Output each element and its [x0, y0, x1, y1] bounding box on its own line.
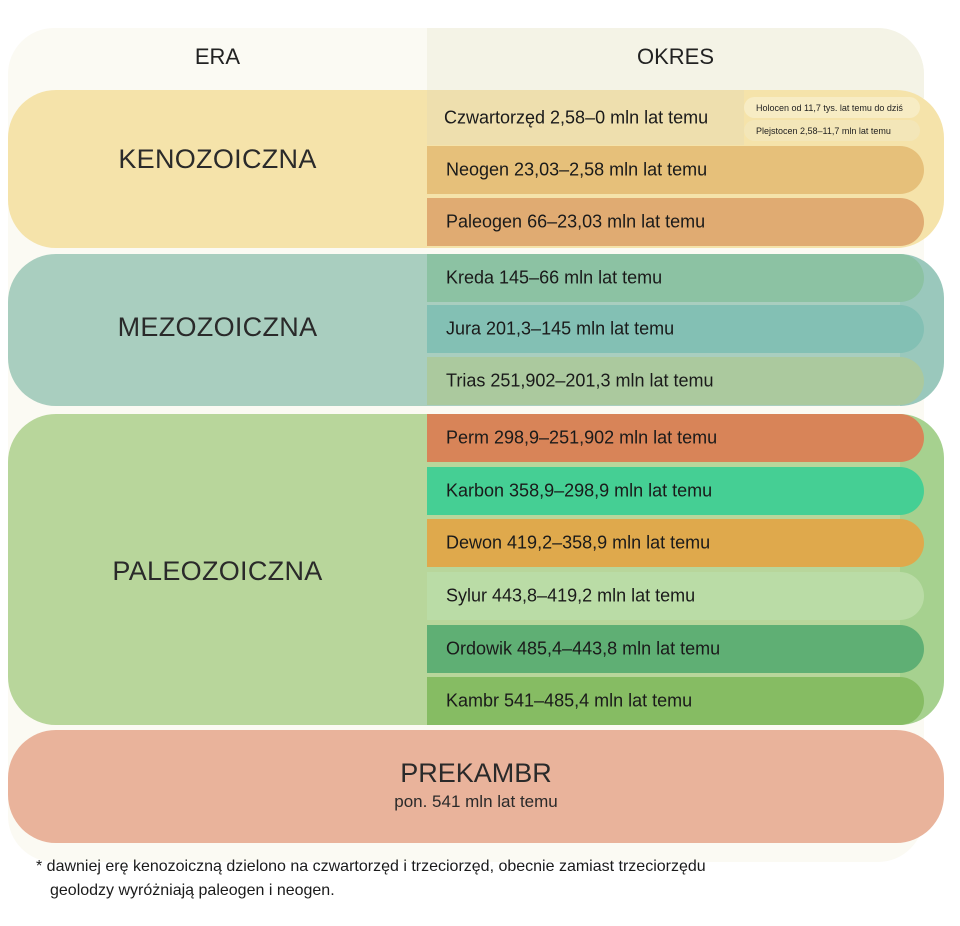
era-subtitle: pon. 541 mln lat temu: [394, 792, 558, 811]
period-ordowik: [427, 625, 924, 673]
era-label: MEZOZOICZNA: [117, 312, 318, 342]
era-prekambr: [8, 730, 944, 843]
period-trias: [427, 357, 924, 405]
footnote-line-1: * dawniej erę kenozoiczną dzielono na czwartorzęd i trzeciorzęd, obecnie zamiast trzeciorzędu: [36, 858, 706, 875]
epoch-holocen: [744, 97, 920, 118]
period-label: Trias 251,902–201,3 mln lat temu: [446, 370, 714, 391]
period-label: Sylur 443,8–419,2 mln lat temu: [446, 585, 696, 606]
period-label: Perm 298,9–251,902 mln lat temu: [446, 427, 718, 448]
period-label: Dewon 419,2–358,9 mln lat temu: [446, 532, 711, 553]
period-sylur: [427, 572, 924, 620]
era-label: KENOZOICZNA: [118, 144, 317, 174]
footnote-line-2: geolodzy wyróżniają paleogen i neogen.: [50, 882, 335, 899]
period-label: Ordowik 485,4–443,8 mln lat temu: [446, 638, 721, 659]
period-label: Jura 201,3–145 mln lat temu: [446, 318, 675, 339]
period-neogen: [427, 146, 924, 194]
period-label: Neogen 23,03–2,58 mln lat temu: [446, 159, 708, 180]
era-label: PALEOZOICZNA: [112, 556, 323, 586]
column-header-era: ERA: [194, 44, 241, 69]
epoch-plejstocen: [744, 120, 920, 141]
footnote: [36, 855, 706, 903]
epoch-label: Holocen od 11,7 tys. lat temu do dziś: [756, 102, 903, 113]
column-header-okres: OKRES: [636, 44, 715, 69]
period-kreda: [427, 254, 924, 302]
period-label: Czwartorzęd 2,58–0 mln lat temu: [444, 107, 709, 127]
period-perm: [427, 414, 924, 462]
period-karbon: [427, 467, 924, 515]
period-dewon: [427, 519, 924, 567]
period-czwartorzed: [427, 90, 744, 145]
period-jura: [427, 305, 924, 353]
period-kambr: [427, 677, 924, 725]
epoch-label: Plejstocen 2,58–11,7 mln lat temu: [756, 125, 891, 136]
era-label: PREKAMBR: [400, 758, 552, 788]
period-label: Kambr 541–485,4 mln lat temu: [446, 690, 693, 711]
period-label: Paleogen 66–23,03 mln lat temu: [446, 211, 706, 232]
period-label: Kreda 145–66 mln lat temu: [446, 267, 663, 288]
period-paleogen: [427, 198, 924, 246]
period-label: Karbon 358,9–298,9 mln lat temu: [446, 480, 713, 501]
